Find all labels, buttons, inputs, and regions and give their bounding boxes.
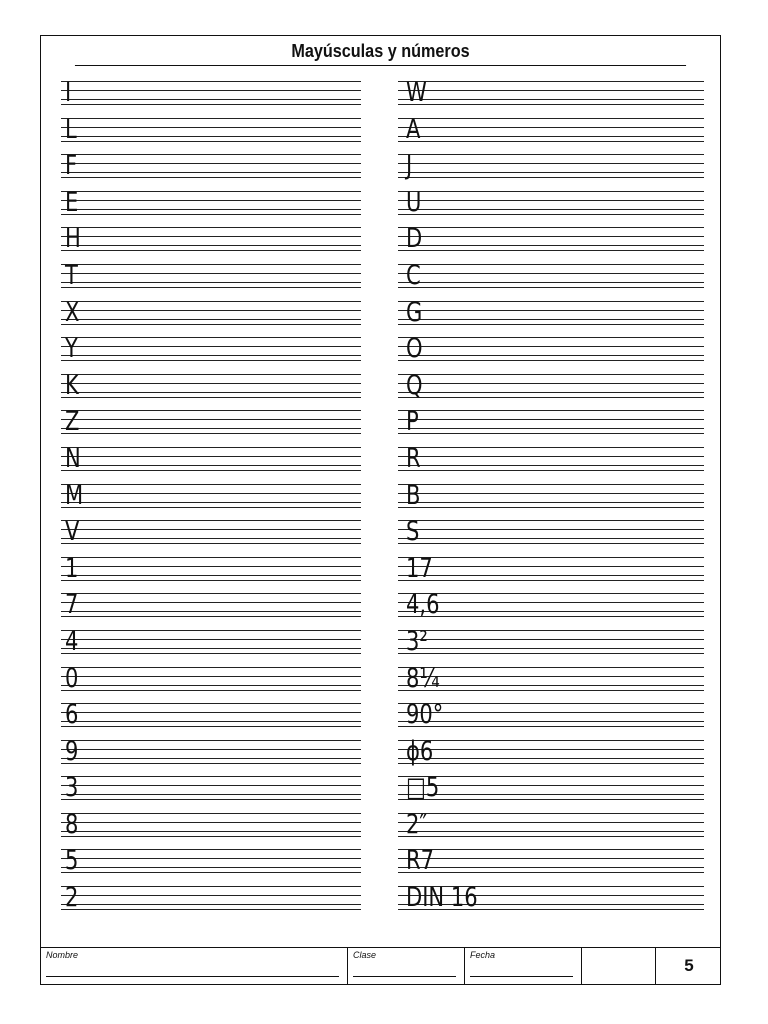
- left-practice-row: [61, 186, 361, 223]
- left-practice-row: [61, 808, 361, 845]
- guide-line: [61, 749, 361, 750]
- guide-line: [61, 831, 361, 832]
- guide-line: [61, 758, 361, 759]
- left-model-glyph: 9: [65, 735, 79, 767]
- right-practice-row: [398, 76, 704, 113]
- guide-line: [61, 470, 361, 471]
- guide-line: [61, 200, 361, 201]
- left-model-glyph: 4: [65, 625, 79, 657]
- guide-line: [398, 740, 704, 741]
- right-model-glyph: G: [406, 296, 423, 328]
- left-model-glyph: 0: [65, 662, 79, 694]
- guide-line: [61, 287, 361, 288]
- guide-line: [61, 630, 361, 631]
- guide-line: [398, 310, 704, 311]
- guide-line: [398, 191, 704, 192]
- guide-line: [398, 557, 704, 558]
- left-practice-row: [61, 442, 361, 479]
- right-column: [398, 76, 704, 918]
- guide-line: [398, 639, 704, 640]
- right-model-glyph: 2″: [406, 808, 428, 840]
- guide-line: [61, 310, 361, 311]
- guide-line: [398, 456, 704, 457]
- right-practice-row: [398, 771, 704, 808]
- guide-line: [398, 127, 704, 128]
- guide-line: [398, 493, 704, 494]
- guide-line: [398, 324, 704, 325]
- left-practice-row: [61, 76, 361, 113]
- guide-line: [61, 428, 361, 429]
- guide-line: [61, 264, 361, 265]
- page-title: Mayúsculas y números: [75, 36, 686, 66]
- guide-line: [61, 776, 361, 777]
- guide-line: [398, 118, 704, 119]
- guide-line: [398, 867, 704, 868]
- guide-line: [398, 355, 704, 356]
- guide-line: [61, 867, 361, 868]
- left-model-glyph: K: [65, 369, 79, 401]
- right-practice-row: [398, 222, 704, 259]
- guide-line: [398, 721, 704, 722]
- right-model-glyph: U: [406, 186, 422, 218]
- guide-line: [61, 858, 361, 859]
- page-number-cell: [655, 948, 722, 984]
- right-model-glyph: 90°: [406, 699, 444, 731]
- guide-line: [61, 822, 361, 823]
- guide-line: [61, 895, 361, 896]
- guide-line: [398, 428, 704, 429]
- guide-line: [398, 858, 704, 859]
- guide-line: [398, 630, 704, 631]
- guide-line: [398, 712, 704, 713]
- guide-line: [398, 273, 704, 274]
- guide-line: [61, 177, 361, 178]
- guide-line: [398, 136, 704, 137]
- guide-line: [398, 484, 704, 485]
- clase-field[interactable]: [353, 976, 456, 977]
- left-model-glyph: N: [65, 442, 81, 474]
- guide-line: [61, 703, 361, 704]
- guide-line: [61, 172, 361, 173]
- guide-line: [61, 433, 361, 434]
- guide-line: [61, 493, 361, 494]
- left-model-glyph: Z: [65, 406, 80, 438]
- nombre-field[interactable]: [46, 976, 339, 977]
- right-practice-row: [398, 332, 704, 369]
- guide-line: [398, 172, 704, 173]
- guide-line: [398, 433, 704, 434]
- right-practice-row: [398, 186, 704, 223]
- guide-line: [398, 749, 704, 750]
- guide-line: [61, 81, 361, 82]
- guide-line: [61, 209, 361, 210]
- guide-line: [61, 456, 361, 457]
- guide-line: [398, 99, 704, 100]
- guide-line: [398, 319, 704, 320]
- left-model-glyph: Y: [65, 333, 78, 365]
- guide-line: [61, 538, 361, 539]
- guide-line: [398, 872, 704, 873]
- guide-line: [398, 785, 704, 786]
- left-practice-row: [61, 552, 361, 589]
- guide-line: [398, 287, 704, 288]
- guide-line: [398, 410, 704, 411]
- guide-line: [61, 507, 361, 508]
- guide-line: [61, 301, 361, 302]
- right-model-glyph: P: [406, 406, 419, 438]
- guide-line: [398, 163, 704, 164]
- guide-line: [398, 667, 704, 668]
- guide-line: [61, 849, 361, 850]
- guide-line: [61, 360, 361, 361]
- guide-line: [61, 136, 361, 137]
- guide-line: [398, 529, 704, 530]
- guide-line: [398, 104, 704, 105]
- right-practice-row: [398, 442, 704, 479]
- right-model-glyph: S: [406, 516, 420, 548]
- guide-line: [398, 831, 704, 832]
- guide-line: [398, 397, 704, 398]
- blank-cell: [581, 948, 655, 984]
- guide-line: [61, 580, 361, 581]
- right-model-glyph: R7: [406, 845, 435, 877]
- left-model-glyph: I: [65, 77, 72, 108]
- guide-line: [61, 763, 361, 764]
- guide-line: [398, 200, 704, 201]
- right-practice-row: [398, 625, 704, 662]
- left-model-glyph: T: [65, 259, 78, 291]
- guide-line: [61, 721, 361, 722]
- left-practice-row: [61, 113, 361, 150]
- left-practice-row: [61, 296, 361, 333]
- guide-line: [398, 520, 704, 521]
- guide-line: [61, 447, 361, 448]
- guide-line: [398, 282, 704, 283]
- footer: [41, 947, 720, 984]
- guide-line: [398, 419, 704, 420]
- guide-line: [61, 118, 361, 119]
- guide-line: [61, 419, 361, 420]
- guide-line: [398, 794, 704, 795]
- right-practice-row: [398, 552, 704, 589]
- guide-line: [61, 245, 361, 246]
- guide-line: [61, 529, 361, 530]
- guide-line: [398, 264, 704, 265]
- left-practice-row: [61, 771, 361, 808]
- guide-line: [398, 690, 704, 691]
- guide-line: [398, 676, 704, 677]
- guide-line: [398, 575, 704, 576]
- guide-line: [398, 465, 704, 466]
- right-model-glyph: 8¼: [406, 662, 440, 694]
- left-practice-row: [61, 698, 361, 735]
- guide-line: [398, 447, 704, 448]
- guide-line: [61, 99, 361, 100]
- guide-line: [398, 301, 704, 302]
- right-practice-row: [398, 479, 704, 516]
- left-model-glyph: 2: [65, 882, 79, 914]
- left-model-glyph: L: [65, 113, 77, 145]
- guide-line: [61, 690, 361, 691]
- guide-line: [61, 410, 361, 411]
- guide-line: [61, 319, 361, 320]
- left-model-glyph: 5: [65, 845, 79, 877]
- guide-line: [61, 355, 361, 356]
- nombre-label: Nombre: [46, 950, 79, 960]
- guide-line: [61, 324, 361, 325]
- left-model-glyph: 8: [65, 808, 79, 840]
- right-model-glyph: □5: [406, 772, 440, 804]
- guide-line: [61, 909, 361, 910]
- guide-line: [398, 383, 704, 384]
- guide-line: [61, 685, 361, 686]
- guide-line: [61, 383, 361, 384]
- guide-line: [398, 653, 704, 654]
- right-practice-row: [398, 881, 704, 918]
- clase-label: Clase: [353, 950, 377, 960]
- guide-line: [61, 282, 361, 283]
- right-model-glyph: W: [406, 77, 427, 108]
- guide-line: [398, 470, 704, 471]
- left-model-glyph: 7: [65, 589, 79, 621]
- right-model-glyph: 17: [406, 552, 433, 584]
- guide-line: [61, 794, 361, 795]
- guide-line: [61, 667, 361, 668]
- guide-line: [61, 557, 361, 558]
- guide-line: [61, 566, 361, 567]
- guide-line: [398, 250, 704, 251]
- right-model-glyph: D: [406, 223, 423, 255]
- right-model-glyph: DIN 16: [406, 882, 478, 914]
- left-model-glyph: F: [65, 150, 78, 182]
- guide-line: [398, 90, 704, 91]
- guide-line: [398, 245, 704, 246]
- guide-line: [398, 502, 704, 503]
- right-practice-row: [398, 113, 704, 150]
- right-practice-row: [398, 149, 704, 186]
- guide-line: [61, 273, 361, 274]
- guide-line: [61, 740, 361, 741]
- guide-line: [398, 685, 704, 686]
- guide-line: [61, 904, 361, 905]
- page-number: 5: [684, 956, 694, 975]
- right-practice-row: [398, 698, 704, 735]
- guide-line: [61, 712, 361, 713]
- guide-line: [61, 593, 361, 594]
- guide-line: [61, 90, 361, 91]
- left-practice-row: [61, 625, 361, 662]
- left-practice-row: [61, 735, 361, 772]
- right-practice-row: [398, 844, 704, 881]
- guide-line: [61, 163, 361, 164]
- guide-line: [61, 191, 361, 192]
- right-practice-row: [398, 405, 704, 442]
- guide-line: [398, 703, 704, 704]
- guide-line: [398, 177, 704, 178]
- right-practice-row: [398, 296, 704, 333]
- fecha-label: Fecha: [470, 950, 496, 960]
- left-practice-row: [61, 662, 361, 699]
- guide-line: [61, 337, 361, 338]
- guide-line: [398, 209, 704, 210]
- left-model-glyph: 6: [65, 699, 79, 731]
- right-practice-row: [398, 735, 704, 772]
- guide-line: [398, 374, 704, 375]
- right-model-glyph: O: [406, 333, 423, 365]
- guide-line: [61, 813, 361, 814]
- left-practice-row: [61, 881, 361, 918]
- guide-line: [398, 360, 704, 361]
- guide-line: [61, 346, 361, 347]
- guide-line: [61, 250, 361, 251]
- left-practice-row: [61, 332, 361, 369]
- guide-line: [61, 502, 361, 503]
- guide-line: [61, 648, 361, 649]
- guide-line: [398, 616, 704, 617]
- guide-line: [61, 676, 361, 677]
- guide-line: [61, 872, 361, 873]
- fecha-field[interactable]: [470, 976, 573, 977]
- left-practice-row: [61, 259, 361, 296]
- left-practice-row: [61, 479, 361, 516]
- guide-line: [398, 214, 704, 215]
- guide-line: [398, 602, 704, 603]
- left-model-glyph: V: [65, 516, 80, 548]
- guide-line: [398, 566, 704, 567]
- guide-line: [398, 154, 704, 155]
- left-model-glyph: H: [65, 223, 81, 255]
- guide-line: [61, 374, 361, 375]
- right-practice-row: [398, 588, 704, 625]
- guide-line: [398, 836, 704, 837]
- guide-line: [398, 822, 704, 823]
- guide-line: [61, 227, 361, 228]
- right-model-glyph: A: [406, 113, 421, 145]
- left-model-glyph: X: [65, 296, 80, 328]
- guide-line: [61, 397, 361, 398]
- guide-line: [398, 346, 704, 347]
- guide-line: [61, 602, 361, 603]
- guide-line: [61, 154, 361, 155]
- guide-line: [398, 227, 704, 228]
- right-practice-row: [398, 662, 704, 699]
- left-model-glyph: 3: [65, 772, 79, 804]
- right-model-glyph: 3²: [406, 625, 428, 657]
- guide-line: [398, 648, 704, 649]
- guide-line: [398, 538, 704, 539]
- guide-line: [398, 337, 704, 338]
- guide-line: [61, 616, 361, 617]
- guide-line: [398, 392, 704, 393]
- guide-line: [61, 465, 361, 466]
- guide-line: [398, 593, 704, 594]
- left-model-glyph: M: [65, 479, 84, 511]
- guide-line: [398, 849, 704, 850]
- guide-line: [398, 763, 704, 764]
- guide-line: [61, 785, 361, 786]
- right-model-glyph: R: [406, 442, 421, 474]
- right-practice-row: [398, 808, 704, 845]
- guide-line: [398, 543, 704, 544]
- guide-line: [61, 886, 361, 887]
- guide-line: [398, 726, 704, 727]
- right-model-glyph: Q: [406, 369, 423, 401]
- guide-line: [61, 543, 361, 544]
- guide-line: [398, 813, 704, 814]
- guide-line: [398, 141, 704, 142]
- guide-line: [61, 836, 361, 837]
- left-practice-row: [61, 369, 361, 406]
- guide-line: [61, 484, 361, 485]
- right-practice-row: [398, 369, 704, 406]
- nombre-cell: [41, 948, 347, 984]
- guide-line: [398, 799, 704, 800]
- left-practice-row: [61, 405, 361, 442]
- right-practice-row: [398, 259, 704, 296]
- guide-line: [61, 214, 361, 215]
- right-model-glyph: J: [406, 150, 413, 182]
- right-model-glyph: C: [406, 259, 421, 291]
- left-column: [61, 76, 361, 918]
- guide-line: [398, 81, 704, 82]
- guide-line: [61, 726, 361, 727]
- right-model-glyph: ϕ6: [406, 735, 434, 767]
- guide-line: [61, 104, 361, 105]
- guide-line: [61, 575, 361, 576]
- guide-line: [61, 799, 361, 800]
- left-model-glyph: E: [65, 186, 79, 218]
- right-model-glyph: 4,6: [406, 589, 440, 621]
- left-practice-row: [61, 515, 361, 552]
- clase-cell: [347, 948, 464, 984]
- left-practice-row: [61, 222, 361, 259]
- right-model-glyph: B: [406, 479, 421, 511]
- left-model-glyph: 1: [65, 552, 79, 584]
- guide-line: [61, 611, 361, 612]
- guide-line: [61, 392, 361, 393]
- right-practice-row: [398, 515, 704, 552]
- guide-line: [398, 507, 704, 508]
- left-practice-row: [61, 149, 361, 186]
- fecha-cell: [464, 948, 581, 984]
- guide-line: [398, 758, 704, 759]
- guide-line: [398, 776, 704, 777]
- worksheet: [40, 35, 721, 985]
- guide-line: [398, 580, 704, 581]
- left-practice-row: [61, 588, 361, 625]
- guide-line: [61, 520, 361, 521]
- guide-line: [61, 236, 361, 237]
- guide-line: [398, 236, 704, 237]
- guide-line: [61, 141, 361, 142]
- guide-line: [61, 127, 361, 128]
- left-practice-row: [61, 844, 361, 881]
- guide-line: [398, 611, 704, 612]
- guide-line: [61, 653, 361, 654]
- guide-line: [61, 639, 361, 640]
